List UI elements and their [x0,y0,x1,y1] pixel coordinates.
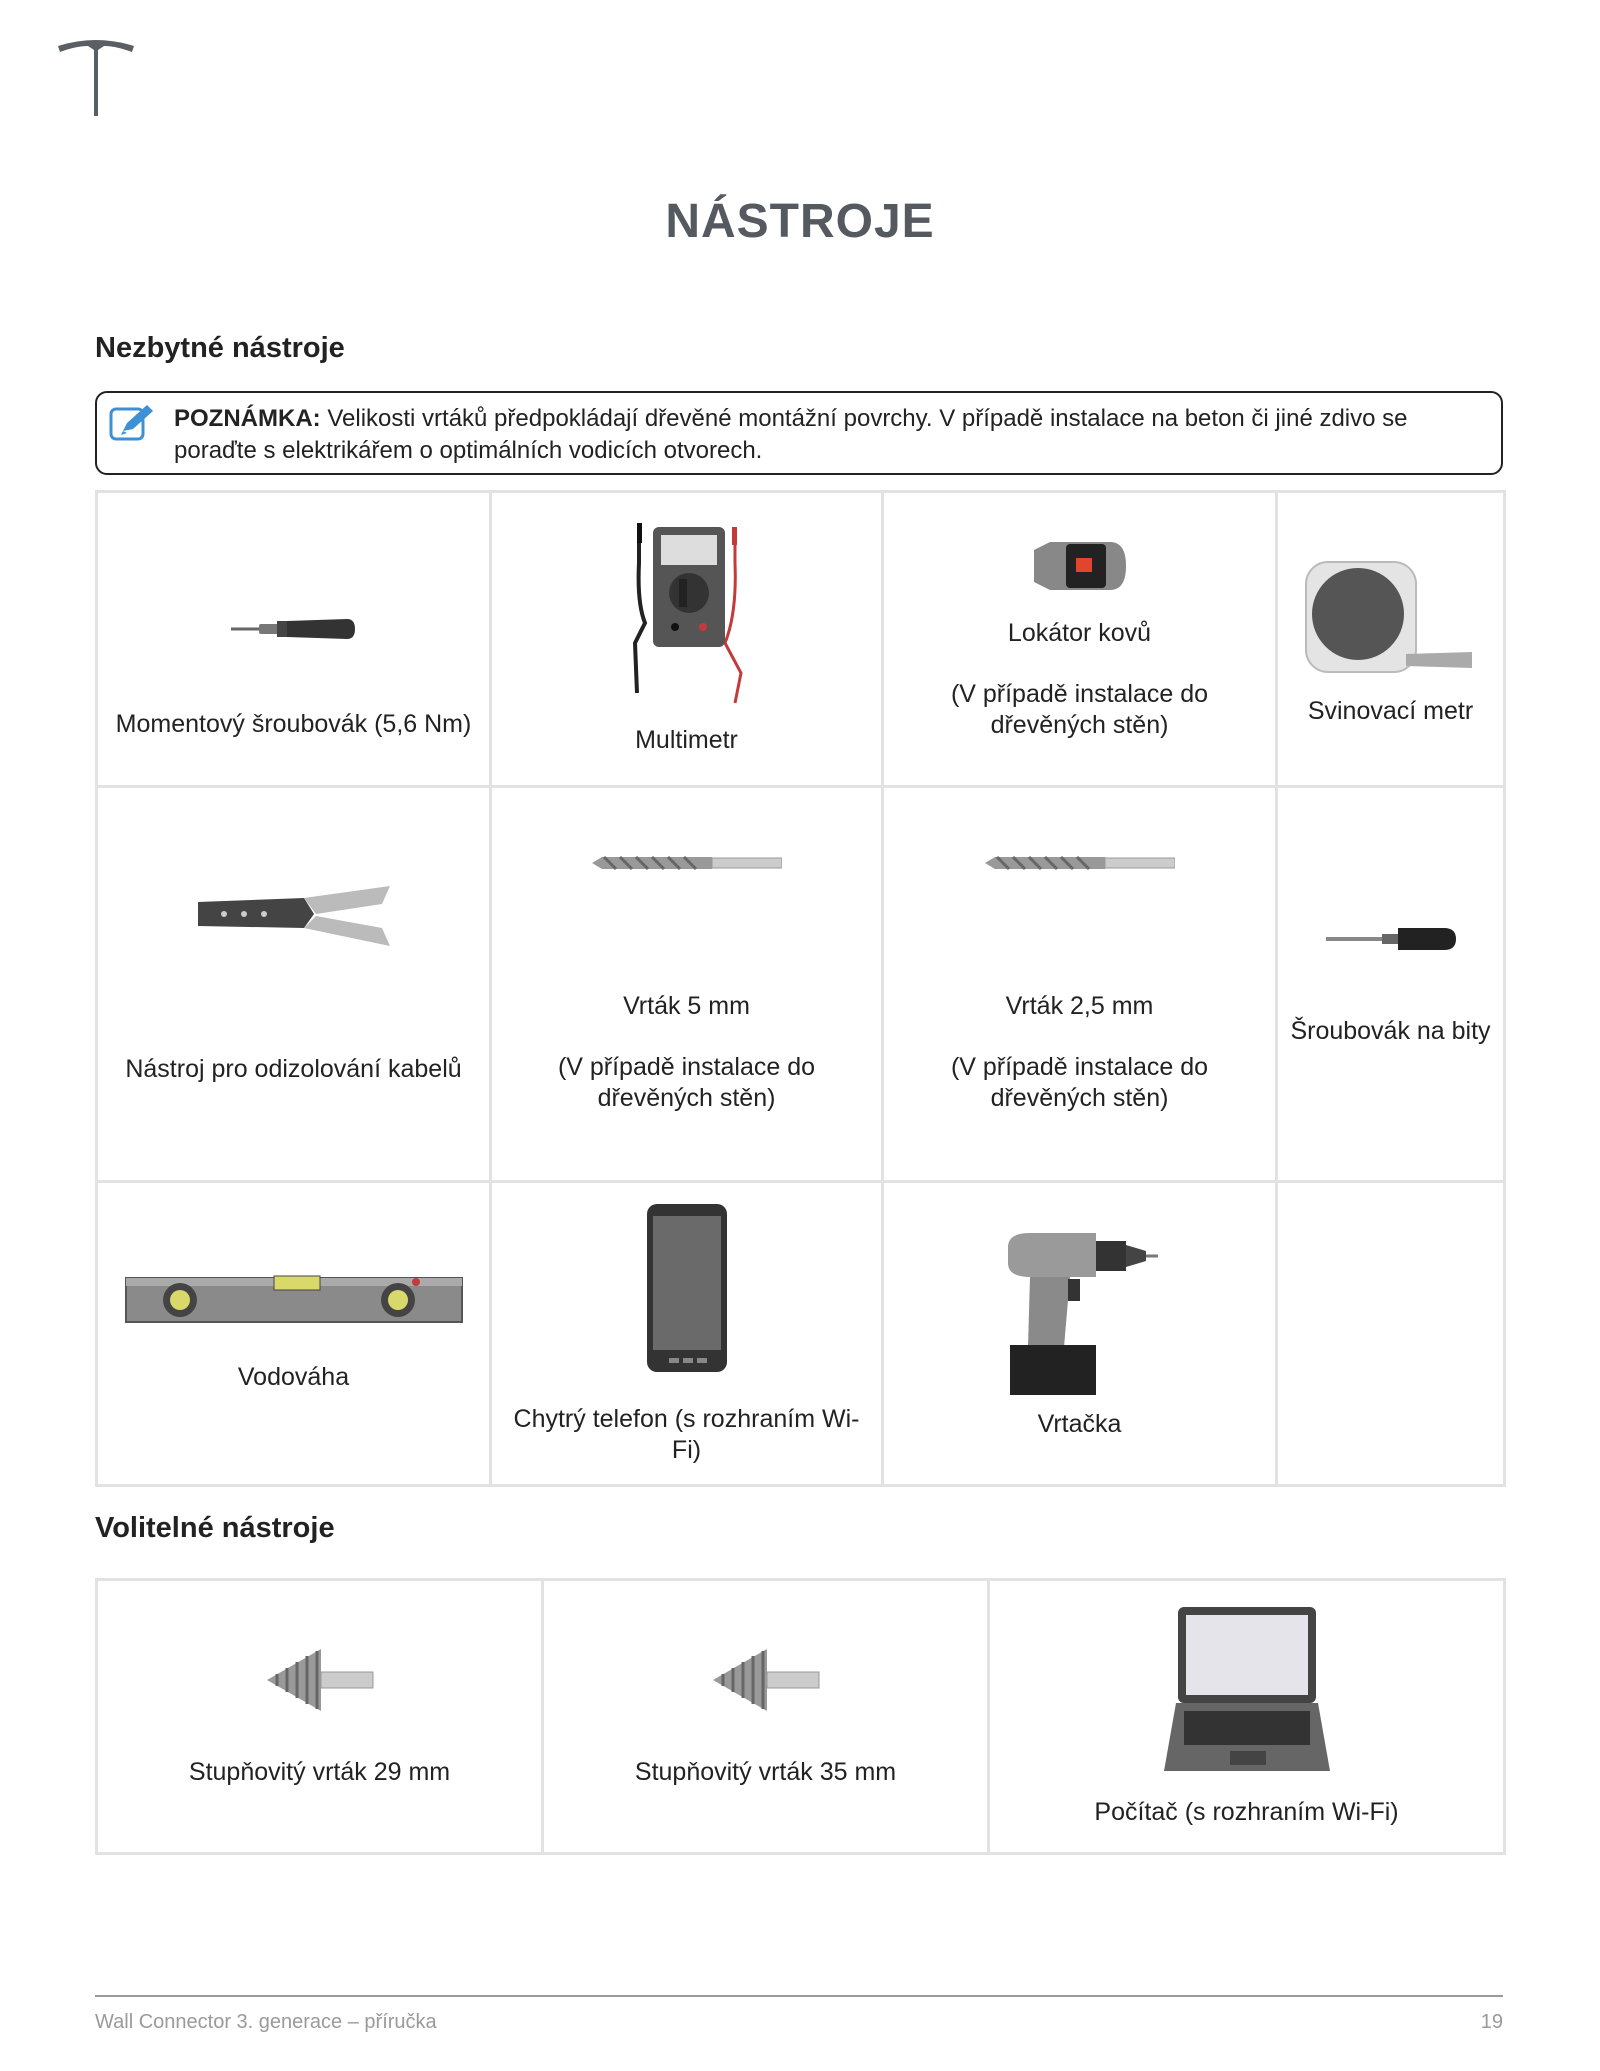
tool-label: Vrták 5 mm [623,991,750,1020]
tool-cell [491,492,883,787]
tool-cell [97,787,491,1182]
tool-sublabel: (V případě instalace do dřevěných stěn) [557,1052,816,1112]
tool-label: Vrtačka [1037,1410,1122,1438]
metal-locator-icon [1030,538,1130,594]
tool-label: Momentový šroubovák (5,6 Nm) [115,709,472,738]
tool-cell [491,1182,883,1486]
tool-sublabel: (V případě instalace do dřevěných stěn) [950,679,1209,739]
tool-label: Vodováha [237,1363,350,1391]
page-number: 19 [1480,2011,1503,2033]
tool-label: Svinovací metr [1307,696,1474,725]
tool-cell [883,492,1277,787]
tool-label: Počítač (s rozhraním Wi-Fi) [1094,1798,1399,1826]
tool-label: Lokátor kovů [1007,618,1152,647]
note-box [95,391,1503,475]
footer-divider [95,1995,1503,1997]
tool-label: Šroubovák na bity [1290,1016,1491,1045]
tool-cell [1277,492,1505,787]
tool-cell [989,1580,1505,1854]
tool-label: Chytrý telefon (s rozhraním Wi-Fi) [513,1404,860,1464]
tool-label: Stupňovitý vrták 35 mm [634,1758,897,1786]
laptop-icon [1162,1605,1332,1775]
torque-screwdriver-icon [229,609,359,649]
drill-bit-icon [592,855,782,871]
required-tools-table [95,490,1506,1487]
note-body: Velikosti vrtáků předpokládají dřevěné montážní povrchy. V případě instalace na beton či jiné zdivo se poraďte s elektrikářem o optimálních vodicích otvorech. [174,405,1408,464]
tool-cell [1277,787,1505,1182]
tool-cell [97,492,491,787]
tool-cell [491,787,883,1182]
tool-label: Stupňovitý vrták 29 mm [188,1758,451,1786]
spirit-level-icon [124,1274,464,1326]
multimetre-icon [617,523,757,713]
step-drill-icon [711,1645,821,1715]
tape-measure-icon [1296,552,1486,682]
tesla-logo-icon [54,36,138,120]
section-heading-required: Nezbytné nástroje [95,332,345,364]
wire-stripper-icon [194,884,394,954]
note-text [174,403,1483,467]
tool-label: Multimetr [635,725,738,754]
power-drill-icon [1000,1227,1160,1397]
optional-tools-table [95,1578,1506,1855]
footer-document-title: Wall Connector 3. generace – příručka [95,2011,437,2033]
tool-cell [97,1182,491,1486]
tool-sublabel: (V případě instalace do dřevěných stěn) [950,1052,1209,1112]
note-label: POZNÁMKA: [174,405,321,432]
tool-cell [883,787,1277,1182]
section-heading-optional: Volitelné nástroje [95,1512,335,1544]
tool-cell [97,1580,543,1854]
tool-cell [883,1182,1277,1486]
tool-label: Nástroj pro odizolování kabelů [125,1054,462,1083]
page-title: NÁSTROJE [665,195,935,248]
bit-screwdriver-icon [1324,922,1458,956]
step-drill-icon [265,1645,375,1715]
empty-cell [1277,1182,1505,1486]
note-pencil-icon [107,401,157,445]
smartphone-icon [645,1202,729,1374]
tool-label: Vrták 2,5 mm [1005,991,1154,1020]
tool-cell [543,1580,989,1854]
drill-bit-icon [985,855,1175,871]
